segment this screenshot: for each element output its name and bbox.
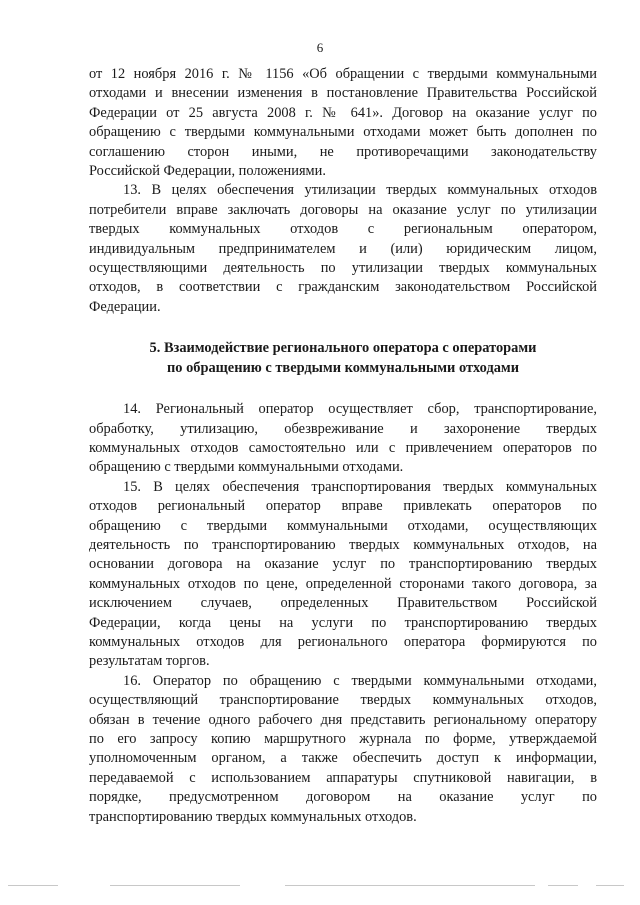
text-line: соглашению сторон иными, не противоречащими законодательству [89,143,597,160]
text-line: обработку, утилизацию, обезвреживание и захоронение твердых [89,420,597,437]
text-line: 16. Оператор по обращению с твердыми коммунальными отходами, [123,672,597,689]
text-line: деятельность по транспортированию твердых коммунальных отходов, на [89,536,597,553]
scan-artifact-line [0,884,640,888]
text-line: по его запросу копию маршрутного журнала по форме, утверждаемой [89,731,597,747]
page-number: 6 [316,40,324,55]
text-line: коммунальных отходов для регионального оператора формируются по [89,633,597,650]
text-line: основании договора на оказание услуг по транспортированию твердых [89,556,597,573]
text-line: транспортированию твердых коммунальных отходов. [89,808,417,825]
text-line: отходов региональный оператор вправе привлекать операторов по [89,498,597,515]
text-line: Федерации, когда цены на услуги по транспортированию твердых [89,614,597,631]
paragraph-16 [89,672,597,827]
text-line: 15. В целях обеспечения транспортирования твердых коммунальных [123,478,597,495]
document-body [89,65,597,827]
text-line: результатам торгов. [89,653,210,670]
text-line: потребители вправе заключать договоры на оказание услуг по утилизации [89,201,597,218]
text-line: отходами и внесении изменения в постановление Правительства Российской [89,85,597,102]
text-line: коммунальных отходов самостоятельно или с привлечением операторов по [89,439,597,456]
text-line: уполномоченным органом, а также обеспечить доступ к информации, [89,750,597,767]
text-line: от 12 ноября 2016 г. № 1156 «Об обращении с твердыми коммунальными [89,66,597,82]
heading-line: 5. Взаимодействие регионального оператора с операторами [149,340,537,357]
text-line: 14. Региональный оператор осуществляет сбор, транспортирование, [123,401,597,418]
text-line: 13. В целях обеспечения утилизации твердых коммунальных отходов [123,182,597,199]
paragraph-13 [89,181,597,317]
text-line: исключением случаев, определенных Правительством Российской [89,595,597,612]
text-line: отходов, в соответствии с гражданским законодательством Российской [89,279,597,296]
text-line: коммунальных отходов по цене, определенной сторонами такого договора, за [89,575,597,592]
paragraph-14 [89,400,597,478]
text-line: передаваемой с использованием аппаратуры спутниковой навигации, в [89,769,597,786]
text-line: твердых коммунальных отходов с региональным оператором, [89,221,597,238]
text-line: Федерации. [89,298,161,315]
section-heading [89,339,597,378]
text-line: порядке, предусмотренном договором на оказание услуг по [89,789,597,806]
text-line: Федерации от 25 августа 2008 г. № 641». Договор на оказание услуг по [89,104,597,121]
text-line: обязан в течение одного рабочего дня представить региональному оператору [89,711,597,728]
heading-line: по обращению с твердыми коммунальными отходами [166,359,520,376]
text-line: обращению с твердыми коммунальными отходами. [89,459,404,476]
text-line: Российской Федерации, положениями. [89,163,326,180]
text-line: осуществляющий транспортирование твердых коммунальных отходов, [89,692,597,709]
paragraph-intro [89,65,597,181]
text-line: обращению с твердыми коммунальными отходами может быть дополнен по [89,124,597,141]
text-line: индивидуальным предпринимателем и (или) юридическим лицом, [89,240,597,257]
text-line: осуществляющими деятельность по утилизации твердых коммунальных [89,260,597,277]
paragraph-15 [89,478,597,672]
text-line: обращению с твердыми коммунальными отходами, осуществляющих [89,517,597,534]
